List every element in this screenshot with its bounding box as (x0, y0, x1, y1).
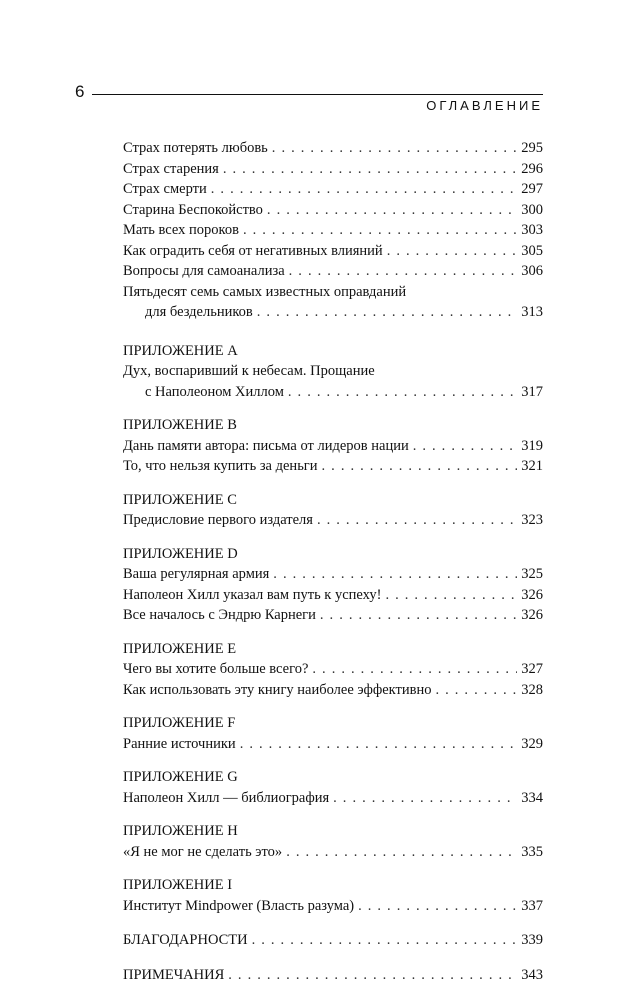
toc-entry[interactable] (123, 659, 543, 680)
toc-entry-page: 325 (521, 566, 543, 582)
toc-entry-title: Дань памяти автора: письма от лидеров нации (123, 437, 409, 454)
toc-entry[interactable] (123, 138, 543, 159)
dot-leader (312, 659, 517, 680)
toc-entry-page: 343 (521, 966, 543, 983)
dot-leader (322, 456, 518, 477)
toc-entry[interactable] (123, 842, 543, 863)
toc-entry-title: БЛАГОДАРНОСТИ (123, 932, 248, 948)
dot-leader (358, 896, 517, 917)
dot-leader (413, 436, 518, 457)
dot-leader (257, 302, 517, 323)
toc-entry[interactable] (123, 456, 543, 477)
toc-entry-title-line: с Наполеоном Хиллом (145, 383, 284, 400)
dot-leader (387, 241, 518, 262)
toc-entry-page: 296 (521, 160, 543, 177)
page-number: 6 (75, 82, 85, 101)
appendix-heading-a: ПРИЛОЖЕНИЕ A (123, 342, 238, 359)
toc-entry-title: Как оградить себя от негативных влияний (123, 242, 383, 259)
toc-entry-page: 303 (521, 222, 543, 238)
toc-entry[interactable] (123, 159, 543, 180)
dot-leader (223, 159, 517, 180)
toc-entry[interactable] (123, 179, 543, 200)
toc-entry-multiline[interactable] (123, 282, 543, 323)
dot-leader (385, 585, 517, 606)
toc-entry-multiline[interactable] (123, 361, 543, 402)
running-head: ОГЛАВЛЕНИЕ (426, 98, 543, 113)
dot-leader (228, 965, 517, 986)
toc-entry-title: Страх смерти (123, 181, 207, 197)
appendix-heading-b: ПРИЛОЖЕНИЕ B (123, 417, 237, 433)
toc-entry[interactable] (123, 605, 543, 626)
toc-entry[interactable] (123, 585, 543, 606)
dot-leader (333, 788, 517, 809)
toc-entry-page: 313 (521, 304, 543, 320)
toc-entry-title: Вопросы для самоанализа (123, 263, 285, 279)
toc-entry[interactable] (123, 510, 543, 531)
toc-entry[interactable] (123, 734, 543, 755)
appendix-heading-i: ПРИЛОЖЕНИЕ I (123, 877, 233, 893)
toc-entry-page: 297 (521, 181, 543, 197)
appendix-heading-h: ПРИЛОЖЕНИЕ H (123, 823, 238, 839)
dot-leader (272, 138, 517, 159)
toc-entry-title: Предисловие первого издателя (123, 512, 313, 528)
toc-entry-title: Наполеон Хилл указал вам путь к успеху! (123, 586, 382, 603)
toc-entry-page: 323 (521, 512, 543, 528)
dot-leader (320, 605, 517, 626)
toc-entry[interactable] (123, 241, 543, 262)
appendix-heading-c: ПРИЛОЖЕНИЕ C (123, 491, 237, 508)
toc-entry[interactable] (123, 680, 543, 701)
toc-entry-title: То, что нельзя купить за деньги (123, 458, 318, 474)
dot-leader (288, 382, 517, 403)
dot-leader (435, 680, 517, 701)
toc-entry-title: Чего вы хотите больше всего? (123, 661, 309, 677)
dot-leader (289, 261, 518, 282)
dot-leader (240, 734, 518, 755)
toc-entry-notes[interactable] (123, 965, 543, 986)
dot-leader (317, 510, 517, 531)
toc-entry-page: 327 (521, 661, 543, 677)
toc-entry-title: Старина Беспокойство (123, 201, 263, 218)
appendix-heading-f: ПРИЛОЖЕНИЕ F (123, 715, 236, 731)
dot-leader (267, 200, 517, 221)
toc-entry[interactable] (123, 261, 543, 282)
table-of-contents (123, 138, 543, 985)
toc-entry-page: 319 (521, 437, 543, 454)
dot-leader (273, 564, 517, 585)
toc-entry[interactable] (123, 436, 543, 457)
toc-entry-title: Страх потерять любовь (123, 140, 268, 156)
dot-leader (252, 930, 518, 951)
toc-entry-title-line: для бездельников (145, 304, 253, 320)
toc-entry-title: «Я не мог не сделать это» (123, 843, 283, 860)
toc-entry-title: Ваша регулярная армия (123, 566, 270, 582)
toc-entry-title: Институт Mindpower (Власть разума) (123, 897, 355, 914)
toc-entry-page: 328 (521, 681, 543, 698)
toc-entry-page: 335 (521, 843, 543, 860)
appendix-heading-d: ПРИЛОЖЕНИЕ D (123, 545, 238, 562)
toc-entry[interactable] (123, 896, 543, 917)
toc-entry-page: 326 (521, 586, 543, 603)
dot-leader (243, 220, 517, 241)
toc-entry-title: Как использовать эту книгу наиболее эффективно (123, 681, 432, 698)
toc-entry-page: 337 (521, 897, 543, 914)
toc-entry-title: Все началось с Эндрю Карнеги (123, 607, 316, 623)
dot-leader (286, 842, 517, 863)
toc-entry-page: 305 (521, 242, 543, 259)
toc-entry-title: ПРИМЕЧАНИЯ (123, 966, 225, 983)
toc-entry[interactable] (123, 788, 543, 809)
appendix-heading-g: ПРИЛОЖЕНИЕ G (123, 769, 238, 785)
header-rule (92, 94, 543, 95)
toc-entry-page: 300 (521, 201, 543, 218)
dot-leader (211, 179, 517, 200)
toc-entry-page: 339 (521, 932, 543, 948)
toc-entry[interactable] (123, 220, 543, 241)
toc-entry-title: Наполеон Хилл — библиография (123, 789, 330, 806)
toc-entry-page: 321 (521, 458, 543, 474)
toc-entry-title: Страх старения (123, 160, 219, 177)
toc-entry[interactable] (123, 564, 543, 585)
toc-entry-title: Ранние источники (123, 735, 236, 752)
toc-entry-page: 329 (521, 735, 543, 752)
toc-entry-page: 317 (521, 383, 543, 400)
toc-entry[interactable] (123, 200, 543, 221)
toc-entry-page: 295 (521, 140, 543, 156)
toc-entry-title-line: Дух, воспаривший к небесам. Прощание (123, 363, 375, 379)
appendix-heading-e: ПРИЛОЖЕНИЕ E (123, 640, 237, 657)
toc-entry-acknowledgements[interactable] (123, 930, 543, 951)
toc-entry-page: 306 (521, 263, 543, 279)
toc-entry-page: 334 (521, 789, 543, 806)
toc-entry-title: Мать всех пороков (123, 222, 239, 238)
toc-entry-title-line: Пятьдесят семь самых известных оправданий (123, 283, 407, 300)
toc-entry-page: 326 (521, 607, 543, 623)
